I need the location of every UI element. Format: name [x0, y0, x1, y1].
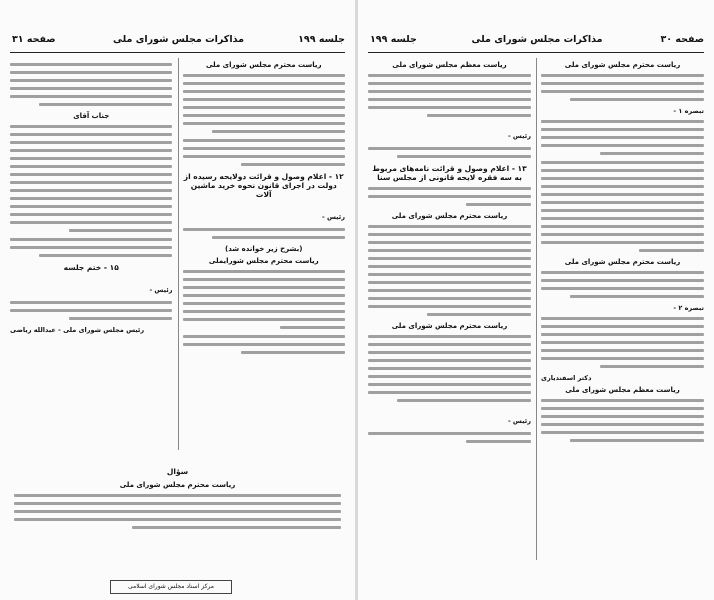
letter-title: ریاست محترم مجلس شورای ملی	[119, 481, 236, 489]
text-block	[368, 225, 531, 316]
letter-title: ریاست معظم مجلس شورای ملی	[392, 61, 507, 69]
header-rule	[368, 52, 704, 53]
text-block	[368, 123, 531, 158]
text-block	[183, 335, 345, 354]
text-block	[541, 317, 704, 368]
text-block	[368, 408, 531, 443]
bottom-section	[0, 462, 355, 529]
text-block	[368, 187, 531, 206]
column-left	[368, 58, 531, 590]
text-block	[368, 335, 531, 402]
header-rule	[10, 52, 345, 53]
letter-title: ریاست محترم مجلس شورای ملی	[564, 61, 681, 69]
text-block	[541, 271, 704, 298]
column-left	[10, 58, 172, 450]
section-heading: ۱۵ - ختم جلسه	[63, 263, 119, 272]
clause-label: تبصره ۱ -	[673, 107, 704, 115]
letter-title: ریاست محترم مجلس شورایملی	[208, 257, 319, 265]
speaker-label: رئیس -	[322, 213, 345, 221]
text-block	[368, 74, 531, 117]
header-title: مذاکرات مجلس شورای ملی	[113, 34, 244, 45]
clause-label: تبصره ۲ -	[673, 304, 704, 312]
text-block	[10, 125, 172, 232]
session-label: جلسه ۱۹۹	[370, 34, 417, 45]
text-block	[541, 120, 704, 155]
left-page	[0, 0, 355, 600]
text-block	[541, 74, 704, 101]
speaker-label: رئیس -	[149, 286, 173, 294]
reading-note: (بشرح زیر خوانده شد)	[225, 245, 303, 253]
letter-title: جناب آقای	[73, 112, 110, 120]
letter-title: ریاست محترم مجلس شورای ملی	[205, 61, 322, 69]
page-header	[370, 34, 704, 52]
text-block	[10, 277, 172, 320]
archive-footer: مرکز اسناد مجلس شورای اسلامی	[110, 580, 232, 594]
column-right	[541, 58, 704, 590]
letter-title: ریاست محترم مجلس شورای ملی	[391, 212, 508, 220]
text-block	[183, 204, 345, 239]
text-block	[183, 74, 345, 133]
signature-line: رئیس مجلس شورای ملی - عبدالله ریاضی	[10, 326, 145, 334]
letter-title: ریاست معظم مجلس شورای ملی	[565, 386, 680, 394]
text-block	[10, 238, 172, 257]
header-title: مذاکرات مجلس شورای ملی	[471, 34, 603, 45]
text-block	[541, 399, 704, 442]
speaker-label: رئیس -	[507, 417, 531, 425]
section-heading: ۱۳ - اعلام وصول و قرائت نامه‌های مربوط به سه فقره لایحه قانونی از مجلس سنا	[372, 164, 527, 182]
section-heading: سؤال	[166, 467, 189, 476]
letter-title: ریاست محترم مجلس شورای ملی	[391, 322, 508, 330]
session-label: جلسه ۱۹۹	[298, 34, 345, 45]
section-heading: ۱۲ - اعلام وصول و قرائت دولایحه رسیده از دولت در اجرای قانون نحوه خرید ماشین آلات	[183, 172, 344, 199]
page-header	[12, 34, 345, 52]
text-block	[183, 270, 345, 329]
text-block	[541, 161, 704, 252]
page-number: صفحه ۳۰	[660, 34, 704, 45]
column-right	[183, 58, 345, 450]
page-number: صفحه ۳۱	[12, 34, 56, 45]
letter-title: ریاست محترم مجلس شورای ملی	[564, 258, 681, 266]
speaker-label: رئیس -	[507, 132, 531, 140]
text-block	[10, 63, 172, 106]
right-page	[358, 0, 714, 600]
signature-line: دکتر اسفندیاری	[541, 374, 592, 382]
text-block	[183, 139, 345, 166]
